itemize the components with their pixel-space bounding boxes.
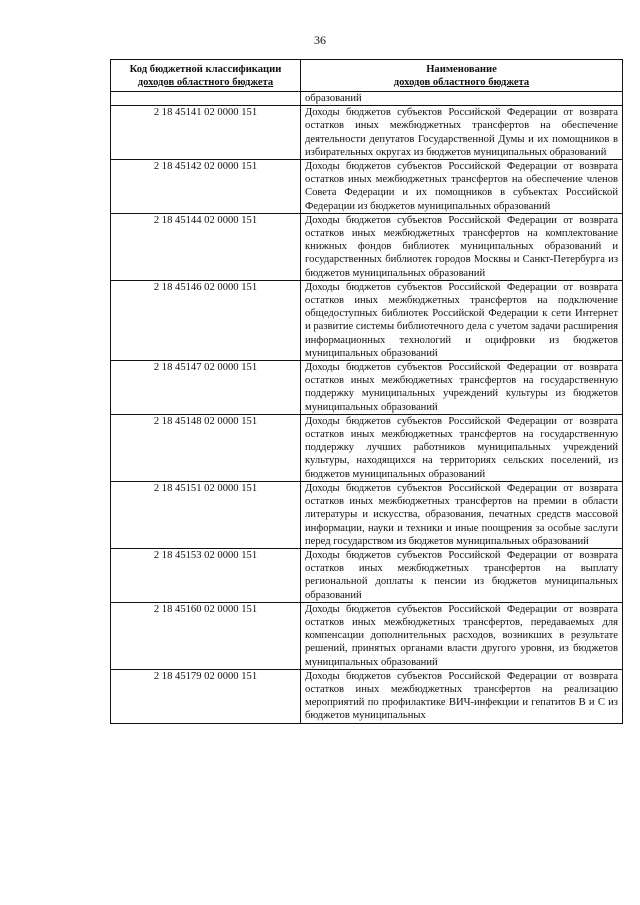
row-code: 2 18 45146 02 0000 151 xyxy=(111,280,301,360)
page-number: 36 xyxy=(314,33,326,47)
row-code: 2 18 45147 02 0000 151 xyxy=(111,361,301,415)
header-name-column xyxy=(301,60,623,92)
header-code-line-2: доходов областного бюджета xyxy=(137,77,274,88)
table-row xyxy=(111,160,623,214)
row-name: Доходы бюджетов субъектов Российской Федерации от возврата остатков иных межбюджетных трансфертов на государственную поддержку лучших работников муниципальных учреждений культуры, находящихся на территориях сельских поселений, из бюджетов муниципальных образований xyxy=(301,414,623,481)
header-name-line-1: Наименование xyxy=(426,64,497,75)
row-code: 2 18 45153 02 0000 151 xyxy=(111,548,301,602)
row-code: 2 18 45160 02 0000 151 xyxy=(111,602,301,669)
row-name: Доходы бюджетов субъектов Российской Федерации от возврата остатков иных межбюджетных трансфертов на комплектование книжных фондов библиотек муниципальных образований и государственных библиотек городов Москвы и Санкт-Петербурга из бюджетов муниципальных образований xyxy=(301,213,623,280)
table-row xyxy=(111,669,623,723)
row-code: 2 18 45151 02 0000 151 xyxy=(111,481,301,548)
row-name: Доходы бюджетов субъектов Российской Федерации от возврата остатков иных межбюджетных трансфертов на премии в области литературы и искусства, образования, печатных средств массовой информации, науки и техники и иные поощрения за особые заслуги перед государством из бюджетов муниципальных образований xyxy=(301,481,623,548)
row-name: образований xyxy=(301,92,623,106)
header-code-line-1: Код бюджетной классификации xyxy=(129,64,282,75)
row-code: 2 18 45148 02 0000 151 xyxy=(111,414,301,481)
row-code: 2 18 45141 02 0000 151 xyxy=(111,106,301,160)
table-header-row xyxy=(111,60,623,92)
row-name: Доходы бюджетов субъектов Российской Федерации от возврата остатков иных межбюджетных трансфертов на подключение общедоступных библиотек Российской Федерации к сети Интернет и развитие системы библиотечного дела с учетом задачи расширения информационных технологий и оцифровки из бюджетов муниципальных образований xyxy=(301,280,623,360)
row-code xyxy=(111,92,301,106)
row-name: Доходы бюджетов субъектов Российской Федерации от возврата остатков иных межбюджетных трансфертов на государственную поддержку муниципальных учреждений культуры из бюджетов муниципальных образований xyxy=(301,361,623,415)
table-row xyxy=(111,92,623,106)
row-name: Доходы бюджетов субъектов Российской Федерации от возврата остатков иных межбюджетных трансфертов на реализацию мероприятий по профилактике ВИЧ-инфекции и гепатитов В и С из бюджетов муниципальных xyxy=(301,669,623,723)
row-name: Доходы бюджетов субъектов Российской Федерации от возврата остатков иных межбюджетных трансфертов на обеспечение членов Совета Федерации и их помощников в субъектах Российской Федерации из бюджетов муниципальных образований xyxy=(301,160,623,214)
header-name-line-2: доходов областного бюджета xyxy=(393,77,530,88)
row-name: Доходы бюджетов субъектов Российской Федерации от возврата остатков иных межбюджетных трансфертов на обеспечение деятельности депутатов Государственной Думы и их помощников в избирательных округах из бюджетов муниципальных образований xyxy=(301,106,623,160)
table-row xyxy=(111,481,623,548)
table-row xyxy=(111,280,623,360)
table-row xyxy=(111,106,623,160)
row-code: 2 18 45144 02 0000 151 xyxy=(111,213,301,280)
table-row xyxy=(111,213,623,280)
table-row xyxy=(111,361,623,415)
row-name: Доходы бюджетов субъектов Российской Федерации от возврата остатков иных межбюджетных трансфертов на выплату региональной доплаты к пенсии из бюджетов муниципальных образований xyxy=(301,548,623,602)
table-row xyxy=(111,414,623,481)
row-code: 2 18 45142 02 0000 151 xyxy=(111,160,301,214)
table-row xyxy=(111,602,623,669)
row-code: 2 18 45179 02 0000 151 xyxy=(111,669,301,723)
header-code-column xyxy=(111,60,301,92)
table-row xyxy=(111,548,623,602)
budget-classification-table xyxy=(110,59,623,724)
row-name: Доходы бюджетов субъектов Российской Федерации от возврата остатков иных межбюджетных трансфертов, передаваемых для компенсации дополнительных расходов, возникших в результате решений, принятых органами власти другого уровня, из бюджетов муниципальных образований xyxy=(301,602,623,669)
